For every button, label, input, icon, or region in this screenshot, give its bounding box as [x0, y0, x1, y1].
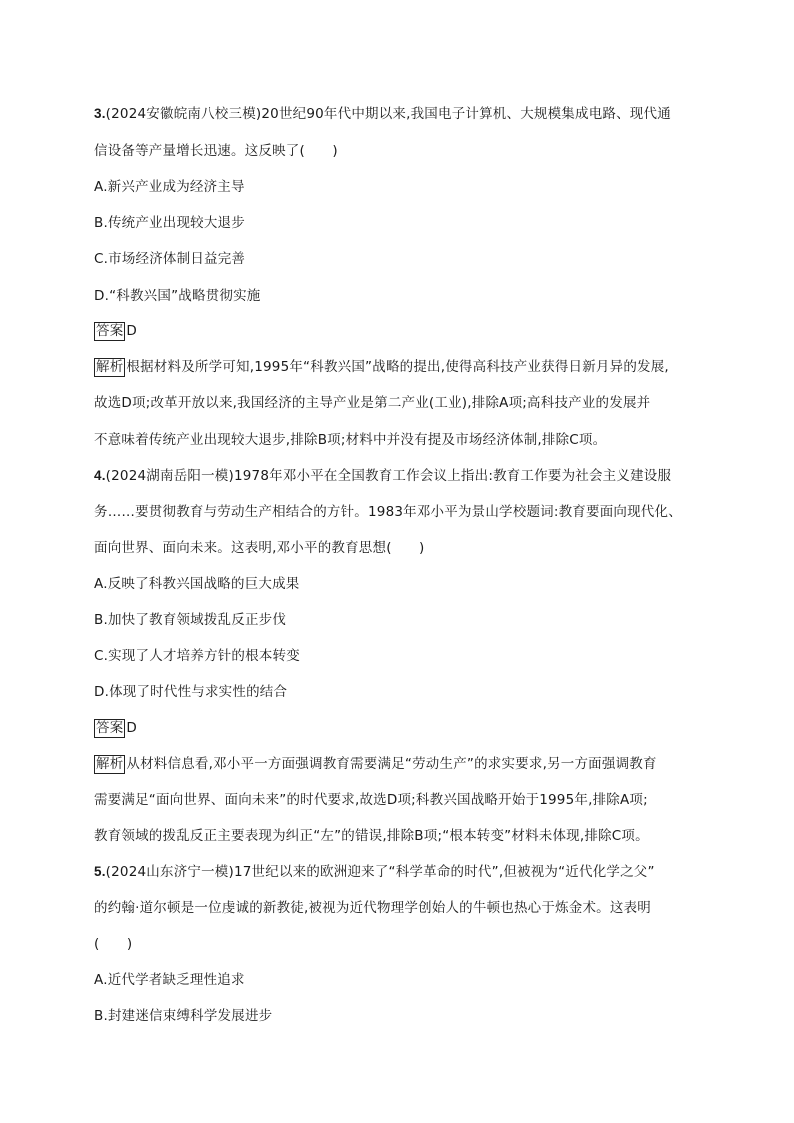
q5-stem-text-1: (2024山东济宁一模)17世纪以来的欧洲迎来了“科学革命的时代”,但被视为“近代化学之父”	[105, 864, 655, 880]
q5-option-a: A.近代学者缺乏理性追求	[94, 972, 245, 988]
q5-stem-line-3: ( )	[94, 936, 133, 952]
q3-option-c: C.市场经济体制日益完善	[94, 251, 246, 267]
q3-answer	[94, 321, 714, 341]
q3-stem-line-2: 信设备等产量增长迅速。这反映了( )	[94, 143, 338, 159]
q3-option-d: D.“科教兴国”战略贯彻实施	[94, 288, 261, 304]
q3-analysis-line-3: 不意味着传统产业出现较大退步,排除B项;材料中并没有提及市场经济体制,排除C项。	[94, 432, 607, 448]
q4-stem-line-1	[94, 466, 714, 486]
q4-analysis-text-1: 从材料信息看,邓小平一方面强调教育需要满足“劳动生产”的求实要求,另一方面强调教育	[126, 756, 657, 772]
q4-option-d: D.体现了时代性与求实性的结合	[94, 684, 288, 700]
q3-analysis-line-1	[94, 357, 714, 377]
q4-stem-line-2: 务……要贯彻教育与劳动生产相结合的方针。1983年邓小平为景山学校题词:教育要面向现代化、	[94, 504, 682, 520]
q4-stem-text-1: (2024湖南岳阳一模)1978年邓小平在全国教育工作会议上指出:教育工作要为社会主义建设服	[105, 468, 672, 484]
q5-number: 5.	[94, 864, 106, 879]
q4-analysis-line-1	[94, 754, 714, 774]
q4-option-b: B.加快了教育领域拨乱反正步伐	[94, 612, 287, 628]
q4-number: 4.	[94, 468, 106, 483]
q4-option-c: C.实现了人才培养方针的根本转变	[94, 648, 300, 664]
q4-analysis-line-3: 教育领域的拨乱反正主要表现为纠正“左”的错误,排除B项;“根本转变”材料未体现,排除C项。	[94, 828, 649, 844]
q3-stem-line-1	[94, 104, 714, 124]
q4-analysis-label: 解析	[96, 756, 124, 772]
q4-answer	[94, 718, 714, 738]
q3-answer-value: D	[126, 323, 138, 339]
q3-analysis-line-2: 故选D项;改革开放以来,我国经济的主导产业是第二产业(工业),排除A项;高科技产业的发展并	[94, 395, 651, 411]
q5-stem-line-1	[94, 862, 714, 882]
q4-stem-line-3: 面向世界、面向未来。这表明,邓小平的教育思想( )	[94, 540, 425, 556]
q3-option-a: A.新兴产业成为经济主导	[94, 179, 245, 195]
q3-stem-text-1: (2024安徽皖南八校三模)20世纪90年代中期以来,我国电子计算机、大规模集成电路、现代通	[105, 106, 671, 122]
q4-answer-label: 答案	[96, 720, 124, 736]
q3-option-b: B.传统产业出现较大退步	[94, 215, 245, 231]
q3-analysis-text-1: 根据材料及所学可知,1995年“科教兴国”战略的提出,使得高科技产业获得日新月异的发展,	[126, 359, 669, 375]
q3-number: 3.	[94, 106, 106, 121]
q4-answer-value: D	[126, 720, 138, 736]
q3-analysis-label: 解析	[96, 359, 124, 375]
q5-option-b: B.封建迷信束缚科学发展进步	[94, 1008, 273, 1024]
q5-stem-line-2: 的约翰·道尔顿是一位虔诚的新教徒,被视为近代物理学创始人的牛顿也热心于炼金术。这表明	[94, 900, 651, 916]
q4-option-a: A.反映了科教兴国战略的巨大成果	[94, 576, 300, 592]
q4-analysis-line-2: 需要满足“面向世界、面向未来”的时代要求,故选D项;科教兴国战略开始于1995年,排除A项;	[94, 792, 648, 808]
q3-answer-label: 答案	[96, 323, 124, 339]
